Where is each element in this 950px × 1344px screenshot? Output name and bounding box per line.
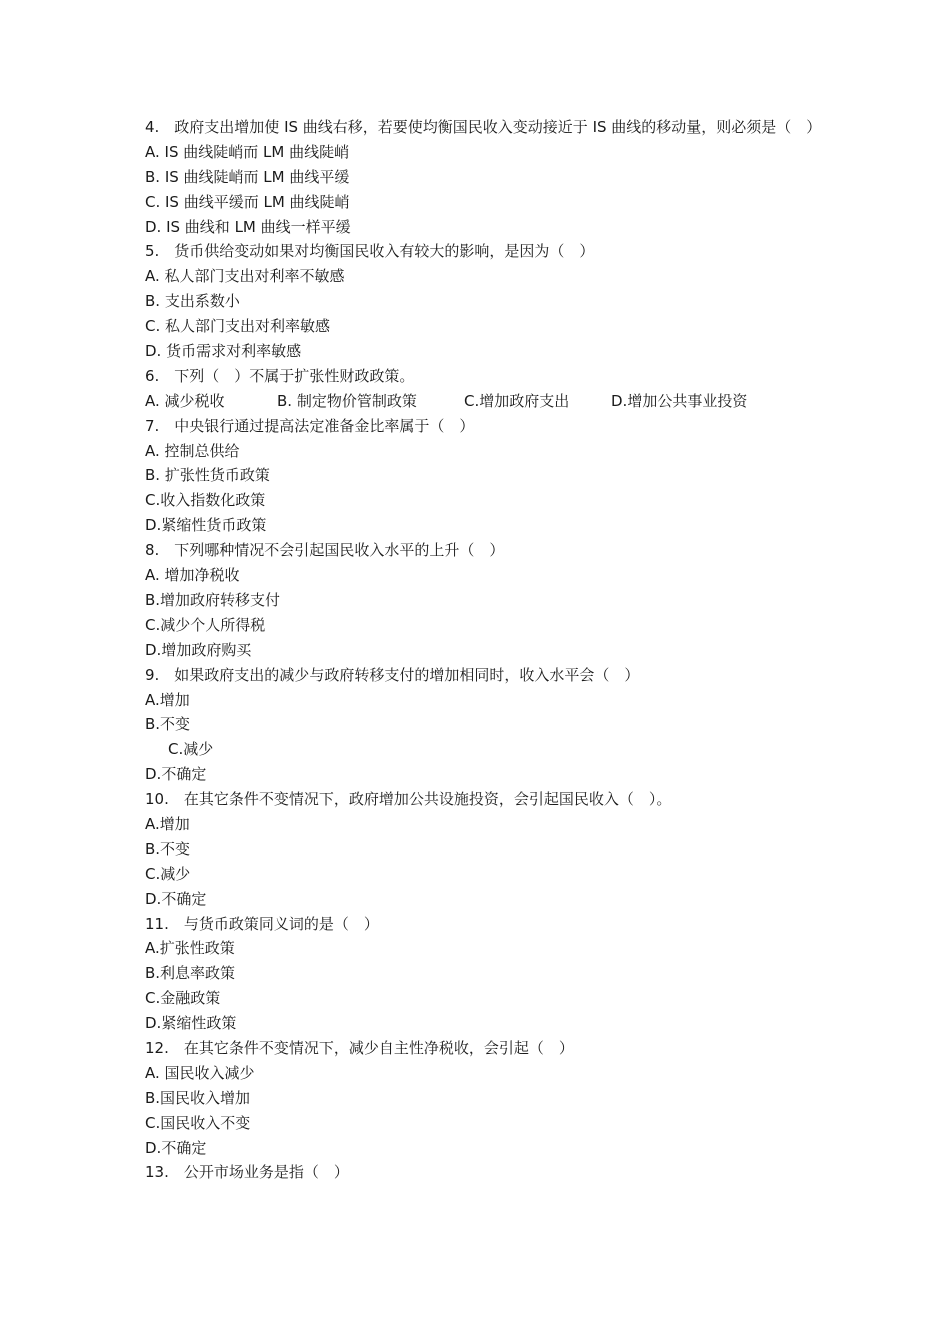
question-list [145, 115, 825, 1185]
question-12: 12. 在其它条件不变情况下，减少自主性净税收，会引起（ ） [145, 1038, 574, 1057]
question-4-option-a: A. IS 曲线陡峭而 LM 曲线陡峭 [145, 142, 350, 161]
question-10: 10. 在其它条件不变情况下，政府增加公共设施投资，会引起国民收入（ ）。 [145, 790, 672, 809]
question-4: 4. 政府支出增加使 IS 曲线右移，若要使均衡国民收入变动接近于 IS 曲线的移动量，则必须是（ ） [145, 118, 822, 136]
question-6-option-a: A. 减少税收 [145, 391, 225, 410]
question-7-option-a: A. 控制总供给 [145, 441, 240, 460]
question-4-option-c: C. IS 曲线平缓而 LM 曲线陡峭 [145, 192, 350, 211]
question-12-option-d: D.不确定 [145, 1138, 207, 1157]
question-10-option-d: D.不确定 [145, 889, 207, 908]
question-10-option-a: A.增加 [145, 814, 190, 833]
question-8-option-d: D.增加政府购买 [145, 640, 252, 659]
question-9-option-d: D.不确定 [145, 765, 207, 784]
question-6-option-c: C.增加政府支出 [464, 391, 570, 410]
question-7-option-b: B. 扩张性货币政策 [145, 466, 270, 485]
question-11-option-a: A.扩张性政策 [145, 939, 235, 958]
question-12-option-a: A. 国民收入减少 [145, 1063, 255, 1082]
question-11: 11. 与货币政策同义词的是（ ） [145, 914, 379, 933]
question-12-option-c: C.国民收入不变 [145, 1113, 251, 1132]
question-7-option-d: D.紧缩性货币政策 [145, 516, 267, 535]
question-10-option-c: C.减少 [145, 864, 191, 883]
question-8-option-b: B.增加政府转移支付 [145, 590, 281, 609]
question-5-option-c: C. 私人部门支出对利率敏感 [145, 317, 331, 336]
question-5-option-b: B. 支出系数小 [145, 292, 240, 311]
question-8-option-a: A. 增加净税收 [145, 566, 240, 585]
question-6-option-b: B. 制定物价管制政策 [277, 391, 417, 410]
question-12-option-b: B.国民收入增加 [145, 1088, 251, 1107]
question-13: 13. 公开市场业务是指（ ） [145, 1163, 349, 1182]
question-4-option-d: D. IS 曲线和 LM 曲线一样平缓 [145, 217, 351, 236]
question-8: 8. 下列哪种情况不会引起国民收入水平的上升（ ） [145, 541, 505, 560]
question-4-option-b: B. IS 曲线陡峭而 LM 曲线平缓 [145, 167, 350, 186]
question-9-option-a: A.增加 [145, 690, 190, 709]
question-7-option-c: C.收入指数化政策 [145, 491, 266, 510]
question-8-option-c: C.减少个人所得税 [145, 615, 266, 634]
question-9-option-b: B.不变 [145, 715, 191, 734]
question-9-option-c: C.减少 [168, 740, 214, 759]
question-11-option-d: D.紧缩性政策 [145, 1014, 237, 1033]
question-9: 9. 如果政府支出的减少与政府转移支付的增加相同时，收入水平会（ ） [145, 665, 640, 684]
question-6-options [145, 389, 825, 414]
question-6: 6. 下列（ ）不属于扩张性财政政策。 [145, 366, 415, 385]
question-5-option-a: A. 私人部门支出对利率不敏感 [145, 267, 345, 286]
question-11-option-b: B.利息率政策 [145, 964, 236, 983]
question-6-option-d: D.增加公共事业投资 [611, 391, 748, 410]
question-10-option-b: B.不变 [145, 839, 191, 858]
question-5: 5. 货币供给变动如果对均衡国民收入有较大的影响，是因为（ ） [145, 242, 595, 261]
question-5-option-d: D. 货币需求对利率敏感 [145, 342, 302, 361]
question-7: 7. 中央银行通过提高法定准备金比率属于（ ） [145, 416, 475, 435]
question-11-option-c: C.金融政策 [145, 989, 221, 1008]
